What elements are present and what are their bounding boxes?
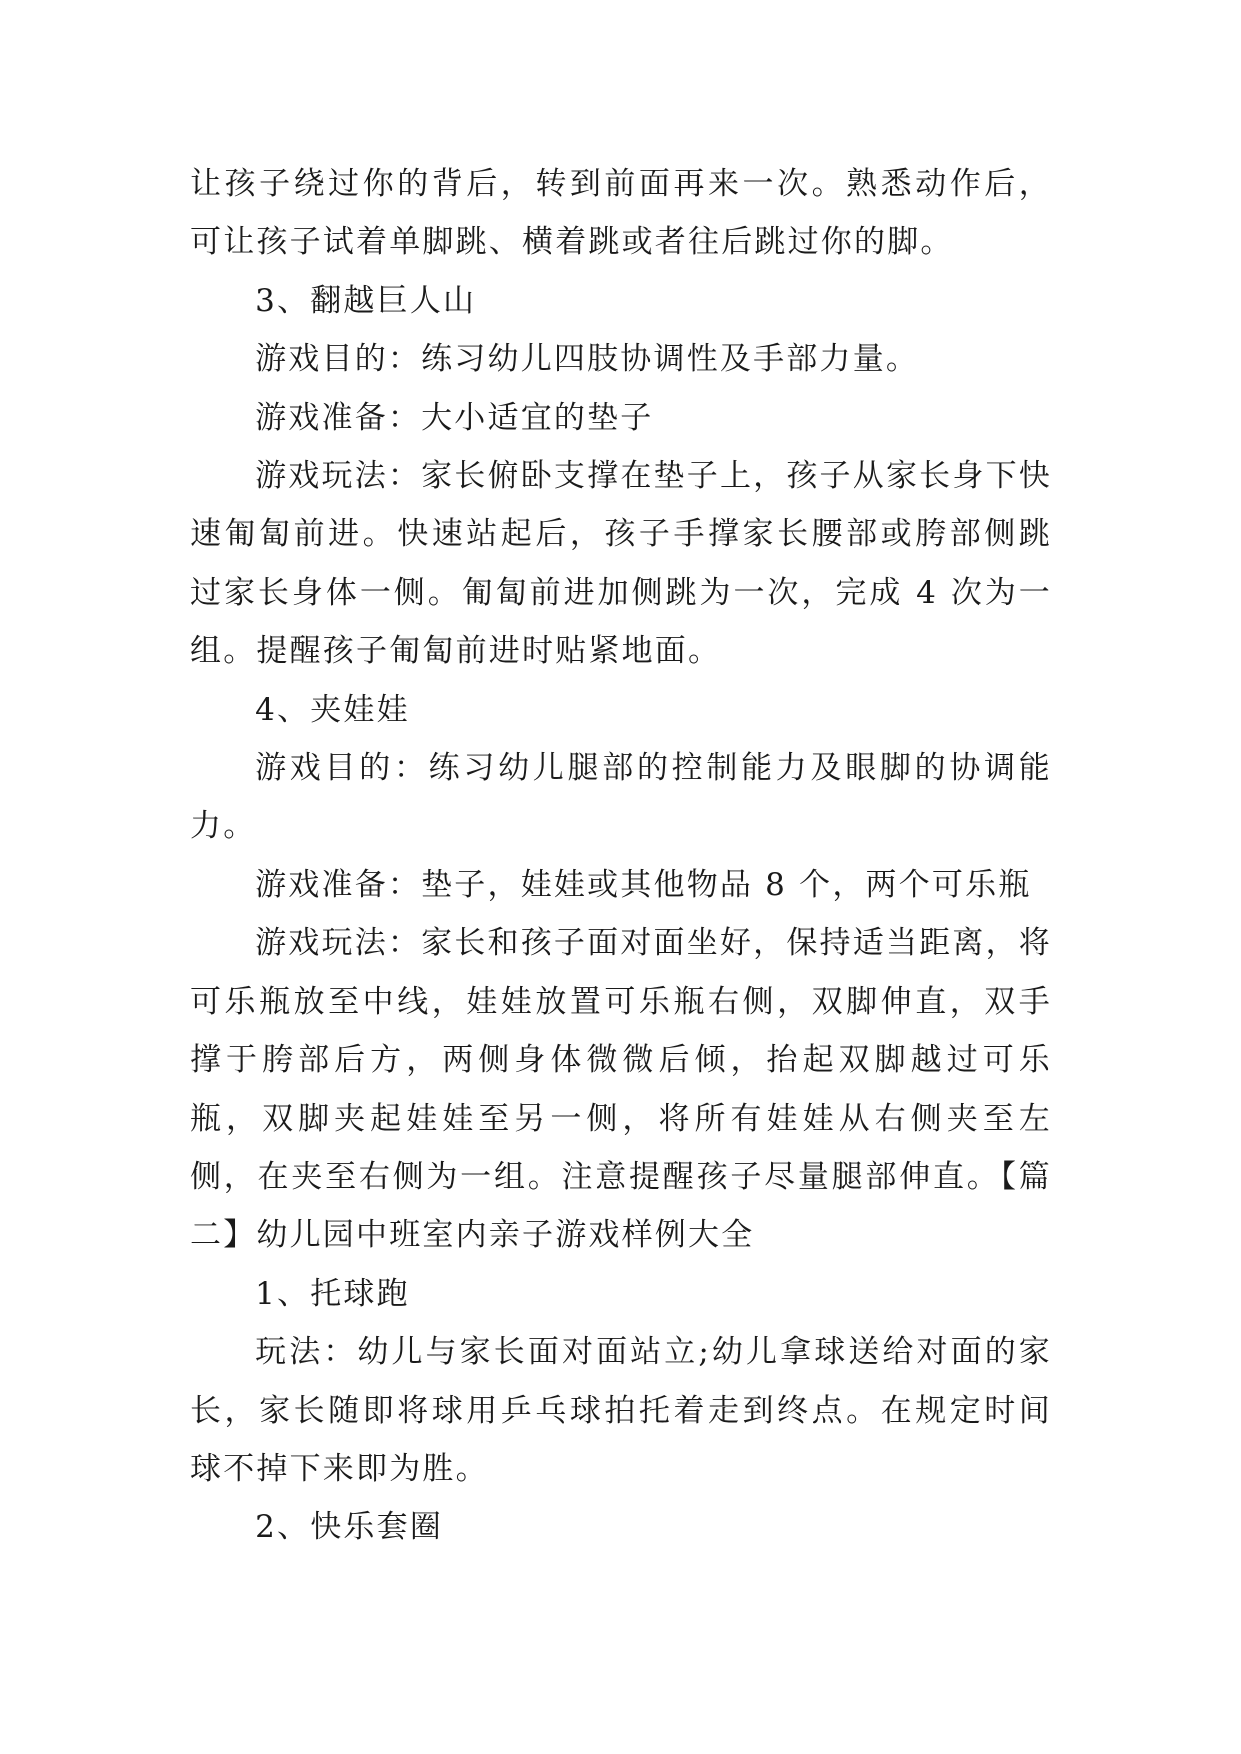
paragraph-rules-3: 游戏玩法：家长俯卧支撑在垫子上，孩子从家长身下快速匍匐前进。快速站起后，孩子手撑家长腰部或胯部侧跳过家长身体一侧。匍匐前进加侧跳为一次，完成 4 次为一组。提醒孩子匍匐前进时贴紧地面。 bbox=[190, 458, 1052, 670]
paragraph-continuation: 让孩子绕过你的背后，转到前面再来一次。熟悉动作后，可让孩子试着单脚跳、横着跳或者往后跳过你的脚。 bbox=[190, 166, 1052, 261]
paragraph-goal-4: 游戏目的：练习幼儿腿部的控制能力及眼脚的协调能力。 bbox=[190, 750, 1052, 845]
paragraph-prep-3: 游戏准备：大小适宜的垫子 bbox=[255, 399, 654, 436]
paragraph-rules-4: 游戏玩法：家长和孩子面对面坐好，保持适当距离，将可乐瓶放至中线，娃娃放置可乐瓶右侧，双脚伸直，双手撑于胯部后方，两侧身体微微后倾，抬起双脚越过可乐瓶，双脚夹起娃娃至另一侧，将所有娃娃从右侧夹至左侧，在夹至右侧为一组。注意提醒孩子尽量腿部伸直。【篇二】幼儿园中班室内亲子游戏样例大全 bbox=[190, 925, 1052, 1254]
heading-part2-game-2: 2、快乐套圈 bbox=[255, 1509, 444, 1546]
heading-game-4: 4、夹娃娃 bbox=[255, 691, 410, 728]
document-body bbox=[190, 155, 1052, 1557]
paragraph-prep-4: 游戏准备：垫子，娃娃或其他物品 8 个，两个可乐瓶 bbox=[255, 866, 1032, 903]
paragraph-goal-3: 游戏目的：练习幼儿四肢协调性及手部力量。 bbox=[255, 341, 920, 378]
paragraph-rules-part2-1: 玩法：幼儿与家长面对面站立;幼儿拿球送给对面的家长，家长随即将球用乒乓球拍托着走到终点。在规定时间球不掉下来即为胜。 bbox=[190, 1334, 1052, 1487]
heading-part2-game-1: 1、托球跑 bbox=[255, 1275, 410, 1312]
heading-game-3: 3、翻越巨人山 bbox=[255, 282, 477, 319]
